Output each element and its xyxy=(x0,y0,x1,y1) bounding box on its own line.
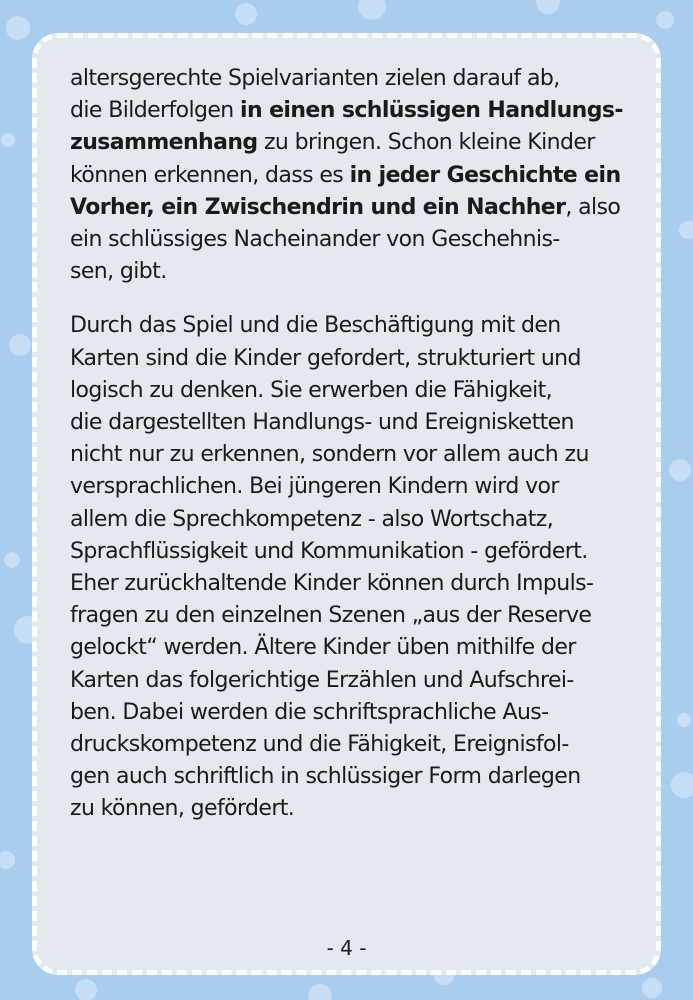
body-text xyxy=(70,63,630,826)
paragraph-2-line: Eher zurückhaltende Kinder können durch Impuls- xyxy=(70,571,594,597)
paragraph-2-line: zu können, gefördert. xyxy=(70,796,295,822)
paragraph-2-line: versprachlichen. Bei jüngeren Kindern wird vor xyxy=(70,474,559,500)
paragraph-2-line: gelockt“ werden. Ältere Kinder üben mithilfe der xyxy=(70,635,576,661)
paragraph-1-line-2 xyxy=(70,95,630,127)
paragraph-1-line-5 xyxy=(70,192,630,224)
paragraph-1-line-3 xyxy=(70,127,630,159)
paragraph-gap xyxy=(70,288,630,310)
bold-run: in einen schlüssigen Handlungs- xyxy=(240,98,623,124)
paragraph-2-line: Karten das folgerichtige Erzählen und Aufschrei- xyxy=(70,667,574,693)
paragraph-2-line: Karten sind die Kinder gefordert, strukturiert und xyxy=(70,345,581,371)
bold-run: Vorher, ein Zwischendrin und ein Nachher xyxy=(70,194,566,220)
text-run: , also xyxy=(565,194,621,220)
paragraph-1-line-7: sen, gibt. xyxy=(70,259,167,285)
bold-run: zusammenhang xyxy=(70,130,258,156)
text-run: können erkennen, dass es xyxy=(70,162,350,188)
paragraph-2-line: Durch das Spiel und die Beschäftigung mit den xyxy=(70,313,561,339)
paragraph-2-line: gen auch schriftlich in schlüssiger Form darlegen xyxy=(70,764,581,790)
text-run: zu bringen. Schon kleine Kinder xyxy=(257,130,595,156)
paragraph-2-line: fragen zu den einzelnen Szenen „aus der Reserve xyxy=(70,603,592,629)
bold-run: in jeder Geschichte ein xyxy=(349,162,621,188)
paragraph-2-line: allem die Sprechkompetenz - also Wortschatz, xyxy=(70,506,554,532)
paragraph-1-line-4 xyxy=(70,160,630,192)
paragraph-2-line: druckskompetenz und die Fähigkeit, Ereignisfol- xyxy=(70,732,569,758)
page-number: - 4 - xyxy=(326,936,367,960)
paragraph-2-line: die dargestellten Handlungs- und Ereignisketten xyxy=(70,410,574,436)
paragraph-1-line-1: altersgerechte Spielvarianten zielen darauf ab, xyxy=(70,66,560,91)
text-run: die Bilderfolgen xyxy=(70,98,241,124)
paragraph-2-line: ben. Dabei werden die schriftsprachliche Aus- xyxy=(70,699,549,725)
paragraph-2-line: Sprachflüssigkeit und Kommunikation - gefördert. xyxy=(70,538,588,564)
paragraph-2-line: logisch zu denken. Sie erwerben die Fähigkeit, xyxy=(70,377,553,403)
paragraph-2-line: nicht nur zu erkennen, sondern vor allem auch zu xyxy=(70,442,589,468)
paragraph-1-line-6: ein schlüssiges Nacheinander von Geschehnis- xyxy=(70,227,560,253)
